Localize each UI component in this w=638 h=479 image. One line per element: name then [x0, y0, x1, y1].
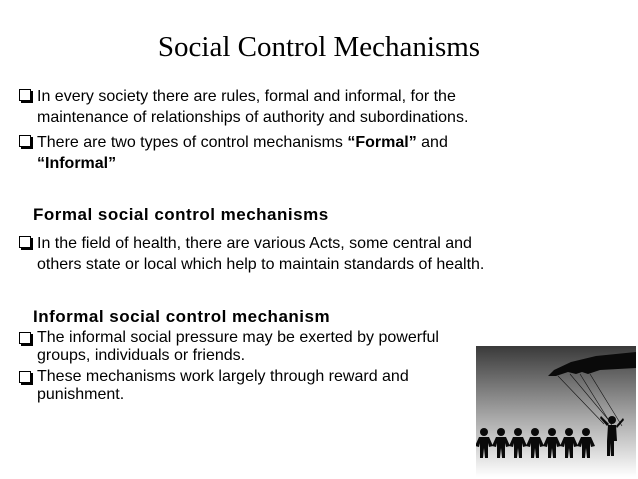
checkbox-bullet-icon: [19, 371, 31, 383]
bullet-line: others state or local which help to maintain standards of health.: [37, 256, 485, 273]
bullet-social-pressure: [37, 329, 477, 365]
checkbox-bullet-icon: [19, 236, 31, 248]
bullet-line: In the field of health, there are various Acts, some central and: [37, 235, 472, 252]
bullet-text: There are two types of control mechanisms: [37, 134, 348, 151]
informal-heading: Informal social control mechanism: [33, 307, 331, 326]
bullet-rules: [37, 86, 597, 128]
bullet-line: The informal social pressure may be exerted by powerful: [37, 329, 439, 346]
bullet-text: and: [416, 134, 448, 151]
bullet-two-types: [37, 132, 597, 174]
bullet-health-acts: [37, 233, 597, 275]
checkbox-bullet-icon: [19, 89, 31, 101]
bullet-line: [37, 132, 597, 153]
formal-heading: Formal social control mechanisms: [33, 205, 329, 224]
bullet-line: [37, 153, 597, 174]
checkbox-bullet-icon: [19, 135, 31, 147]
bullet-line: groups, individuals or friends.: [37, 347, 246, 364]
bullet-line: maintenance of relationships of authority and subordinations.: [37, 109, 469, 126]
informal-term: “Informal”: [37, 155, 117, 172]
puppet-hand-figures-icon: [476, 346, 636, 477]
slide-title: Social Control Mechanisms: [157, 31, 481, 63]
formal-term: “Formal”: [347, 134, 417, 151]
checkbox-bullet-icon: [19, 332, 31, 344]
bullet-line: These mechanisms work largely through reward and: [37, 368, 409, 385]
bullet-line: In every society there are rules, formal and informal, for the: [37, 88, 456, 105]
bullet-reward-punishment: [37, 368, 467, 404]
bullet-line: punishment.: [37, 386, 125, 403]
